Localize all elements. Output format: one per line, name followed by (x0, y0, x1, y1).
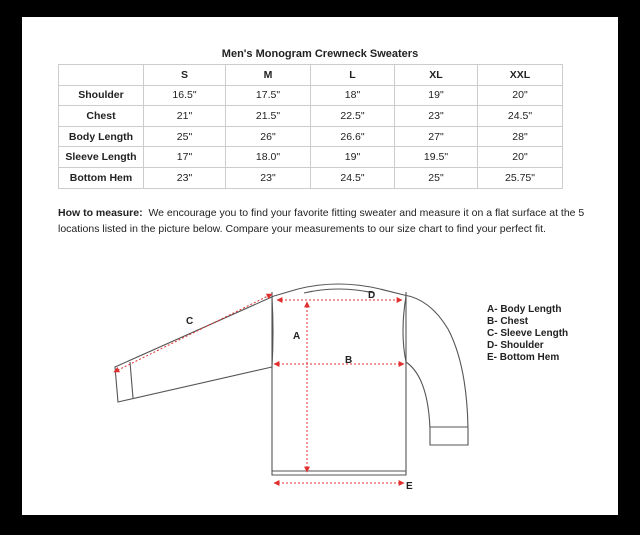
table-cell: 25.75" (478, 167, 563, 188)
label-a: A (293, 331, 301, 342)
left-sleeve (115, 296, 274, 402)
legend-item: B- Chest (487, 316, 529, 327)
label-d: D (368, 290, 376, 301)
table-cell: 25" (395, 167, 478, 188)
table-cell: 23" (226, 167, 311, 188)
table-cell: 17" (144, 147, 226, 168)
right-shoulder (380, 289, 404, 295)
label-b: B (345, 355, 353, 366)
table-cell: 21" (144, 106, 226, 127)
row-label: Body Length (59, 126, 144, 147)
neck-collar (298, 284, 380, 289)
legend-item: D- Shoulder (487, 340, 544, 351)
row-label: Shoulder (59, 85, 144, 106)
table-cell: 18" (311, 85, 395, 106)
table-cell: 24.5" (478, 106, 563, 127)
neck-collar-inner (304, 289, 374, 293)
table-cell: 28" (478, 126, 563, 147)
right-sleeve (404, 295, 468, 445)
table-cell: 19" (311, 147, 395, 168)
sweater-outline (115, 284, 468, 475)
column-header: M (226, 65, 311, 86)
row-label: Bottom Hem (59, 167, 144, 188)
table-cell: 17.5" (226, 85, 311, 106)
column-header: XXL (478, 65, 563, 86)
left-cuff-line (130, 362, 133, 398)
legend-item: A- Body Length (487, 304, 562, 315)
chart-title: Men's Monogram Crewneck Sweaters (221, 48, 419, 60)
table-cell: 16.5" (144, 85, 226, 106)
table-cell: 22.5" (311, 106, 395, 127)
table-cell: 18.0" (226, 147, 311, 168)
sleeve-length-line (114, 294, 272, 372)
row-label: Chest (59, 106, 144, 127)
legend-item: E- Bottom Hem (487, 352, 560, 363)
column-header: XL (395, 65, 478, 86)
table-cell: 20" (478, 85, 563, 106)
how-to-text: We encourage you to find your favorite fitting sweater and measure it on a flat surface at the 5 locations listed in the picture below. Compare your measurements to our size chart to find your perfect fit. (58, 207, 585, 235)
sweater-diagram (22, 17, 618, 515)
table-cell: 23" (395, 106, 478, 127)
table-cell: 19" (395, 85, 478, 106)
legend-item: C- Sleeve Length (487, 328, 569, 339)
table-cell: 26.6" (311, 126, 395, 147)
table-cell: 25" (144, 126, 226, 147)
table-cell: 24.5" (311, 167, 395, 188)
how-to-heading: How to measure: (58, 207, 143, 219)
sweater-body (272, 292, 406, 475)
table-cell: 23" (144, 167, 226, 188)
table-cell: 20" (478, 147, 563, 168)
column-header: S (144, 65, 226, 86)
label-c: C (186, 316, 194, 327)
table-cell: 27" (395, 126, 478, 147)
table-cell: 21.5" (226, 106, 311, 127)
table-cell: 26" (226, 126, 311, 147)
size-chart-sheet (22, 17, 618, 515)
measurement-lines (114, 294, 404, 483)
row-label: Sleeve Length (59, 147, 144, 168)
column-header: L (311, 65, 395, 86)
label-e: E (406, 481, 413, 492)
table-cell: 19.5" (395, 147, 478, 168)
left-shoulder (274, 289, 298, 296)
measurement-legend (487, 304, 568, 364)
